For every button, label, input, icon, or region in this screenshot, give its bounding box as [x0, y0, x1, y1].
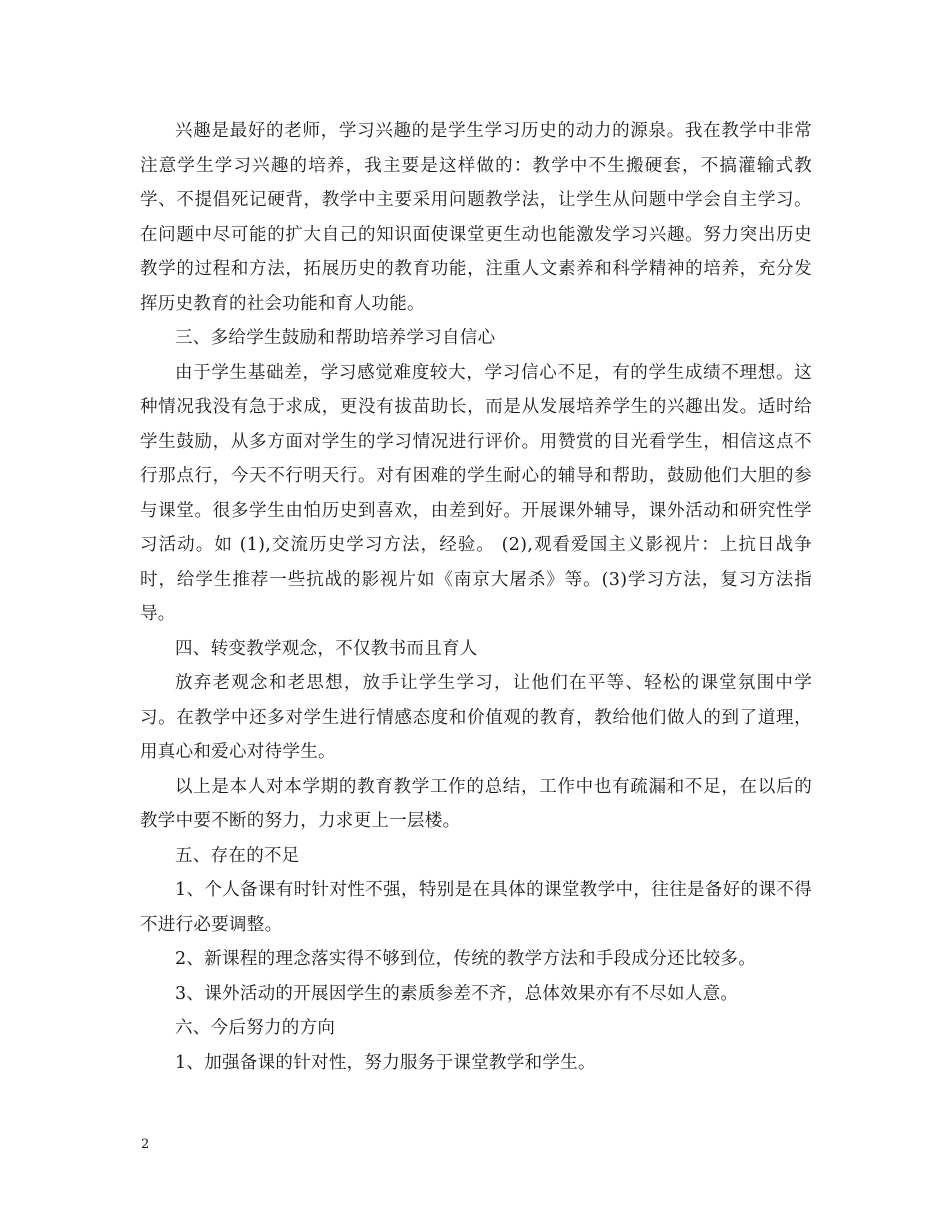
paragraph-encouragement: 由于学生基础差，学习感觉难度较大，学习信心不足，有的学生成绩不理想。这种情况我没有急于求成，更没有拔苗助长，而是从发展培养学生的兴趣出发。适时给学生鼓励，从多方面对学生的学习情况进行评价。用赞赏的目光看学生，相信这点不行那点行，今天不行明天行。对有困难的学生耐心的辅导和帮助，鼓励他们大胆的参与课堂。很多学生由怕历史到喜欢，由差到好。开展课外辅导，课外活动和研究性学习活动。如 (1),交流历史学习方法，经验。 (2),观看爱国主义影视片：上抗日战争时，给学生推荐一些抗战的影视片如《南京大屠杀》等。(3)学习方法，复习方法指导。 — [140, 362, 812, 624]
list-item-shortcoming-1: 1、个人备课有时针对性不强，特别是在具体的课堂教学中，往往是备好的课不得不进行必要调整。 — [140, 880, 812, 935]
list-item-direction-1: 1、加强备课的针对性，努力服务于课堂教学和学生。 — [175, 1052, 596, 1073]
section-heading-5: 五、存在的不足 — [175, 845, 300, 866]
section-heading-6: 六、今后努力的方向 — [175, 1018, 336, 1038]
paragraph-interest: 兴趣是最好的老师，学习兴趣的是学生学习历史的动力的源泉。我在教学中非常注意学生学习兴趣的培养，我主要是这样做的：教学中不生搬硬套，不搞灌输式教学、不提倡死记硬背，教学中主要采用问题教学法，让学生从问题中学会自主学习。在问题中尽可能的扩大自己的知识面使课堂更生动也能激发学习兴趣。努力突出历史教学的过程和方法，拓展历史的教育功能，注重人文素养和科学精神的培养，充分发挥历史教育的社会功能和育人功能。 — [140, 121, 812, 314]
section-heading-3: 三、多给学生鼓励和帮助培养学习自信心 — [175, 328, 496, 348]
paragraph-concept-change: 放弃老观念和老思想，放手让学生学习，让他们在平等、轻松的课堂氛围中学习。在教学中还多对学生进行情感态度和价值观的教育，教给他们做人的到了道理，用真心和爱心对待学生。 — [140, 673, 812, 762]
page-number: 2 — [141, 1137, 150, 1152]
paragraph-summary: 以上是本人对本学期的教育教学工作的总结，工作中也有疏漏和不足，在以后的教学中要不断的努力，力求更上一层楼。 — [140, 776, 812, 831]
document-body — [140, 114, 812, 1080]
section-heading-4: 四、转变教学观念，不仅教书而且育人 — [175, 638, 478, 659]
list-item-shortcoming-2: 2、新课程的理念落实得不够到位，传统的教学方法和手段成分还比较多。 — [175, 949, 757, 969]
list-item-shortcoming-3: 3、课外活动的开展因学生的素质参差不齐，总体效果亦有不尽如人意。 — [175, 983, 739, 1004]
